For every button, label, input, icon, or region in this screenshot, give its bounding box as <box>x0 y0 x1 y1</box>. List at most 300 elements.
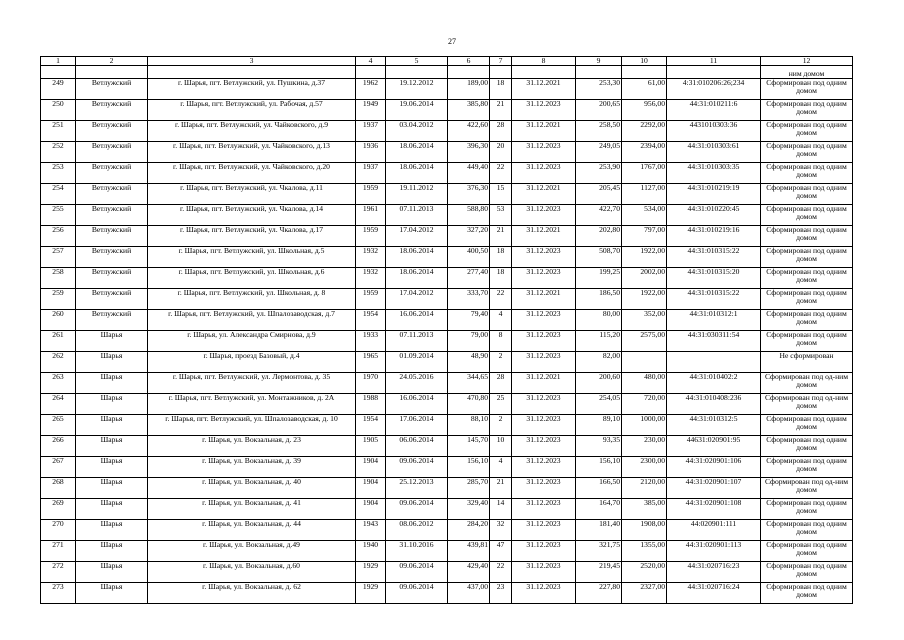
table-row <box>41 478 853 499</box>
date-cell: 19.12.2012 <box>386 79 448 100</box>
row-number-cell: 271 <box>41 541 76 562</box>
land-area-cell: 61,00 <box>622 79 667 100</box>
year-built-cell: 1970 <box>356 373 386 394</box>
table-row <box>41 121 853 142</box>
district-cell: Ветлужский <box>76 289 148 310</box>
continuation-cell <box>622 66 667 79</box>
residents-cell: 8 <box>490 331 512 352</box>
residents-cell: 53 <box>490 205 512 226</box>
land-area-cell: 2002,00 <box>622 268 667 289</box>
year-built-cell: 1933 <box>356 331 386 352</box>
land-area-cell: 534,00 <box>622 205 667 226</box>
table-row <box>41 541 853 562</box>
deadline-cell: 31.12.2023 <box>512 562 576 583</box>
land-area-cell: 1908,00 <box>622 520 667 541</box>
area-cell-2: 321,75 <box>576 541 622 562</box>
cadastral-number-cell: 44:31:010408:236 <box>667 394 761 415</box>
cadastral-number-cell: 44:31:020901:106 <box>667 457 761 478</box>
district-cell: Шарья <box>76 583 148 604</box>
row-number-cell: 269 <box>41 499 76 520</box>
address-cell: г. Шарья, пгт. Ветлужский, ул. Школьная, д.5 <box>148 247 356 268</box>
status-cell: Сформирован под од-ним домом <box>761 394 853 415</box>
year-built-cell: 1937 <box>356 163 386 184</box>
table-row <box>41 562 853 583</box>
cadastral-number-cell: 44:31:020716:23 <box>667 562 761 583</box>
row-number-cell: 273 <box>41 583 76 604</box>
area-cell: 333,70 <box>448 289 490 310</box>
area-cell-2: 164,70 <box>576 499 622 520</box>
area-cell-2: 205,45 <box>576 184 622 205</box>
row-number-cell: 272 <box>41 562 76 583</box>
deadline-cell: 31.12.2021 <box>512 79 576 100</box>
table-row <box>41 268 853 289</box>
continuation-cell <box>386 66 448 79</box>
status-cell: Сформирован под одним домом <box>761 205 853 226</box>
status-cell: Сформирован под одним домом <box>761 331 853 352</box>
status-cell: Сформирован под одним домом <box>761 499 853 520</box>
date-cell: 08.06.2012 <box>386 520 448 541</box>
residents-cell: 22 <box>490 289 512 310</box>
area-cell-2: 181,40 <box>576 520 622 541</box>
cadastral-number-cell: 44:31:020901:107 <box>667 478 761 499</box>
deadline-cell: 31.12.2023 <box>512 247 576 268</box>
area-cell: 79,00 <box>448 331 490 352</box>
residents-cell: 18 <box>490 268 512 289</box>
status-cell: Сформирован под одним домом <box>761 226 853 247</box>
date-cell: 18.06.2014 <box>386 163 448 184</box>
district-cell: Ветлужский <box>76 163 148 184</box>
area-cell: 284,20 <box>448 520 490 541</box>
row-number-cell: 270 <box>41 520 76 541</box>
row-number-cell: 258 <box>41 268 76 289</box>
continuation-cell <box>448 66 490 79</box>
status-cell: Сформирован под одним домом <box>761 541 853 562</box>
deadline-cell: 31.12.2023 <box>512 499 576 520</box>
land-area-cell: 2327,00 <box>622 583 667 604</box>
continuation-cell <box>576 66 622 79</box>
year-built-cell: 1954 <box>356 310 386 331</box>
address-cell: г. Шарья, пгт. Ветлужский, ул. Монтажников, д. 2А <box>148 394 356 415</box>
table-body <box>41 66 853 604</box>
area-cell-2: 219,45 <box>576 562 622 583</box>
district-cell: Шарья <box>76 436 148 457</box>
column-header-2: 2 <box>76 57 148 66</box>
land-area-cell: 2300,00 <box>622 457 667 478</box>
cadastral-number-cell: 44:31:020901:108 <box>667 499 761 520</box>
row-number-cell: 266 <box>41 436 76 457</box>
deadline-cell: 31.12.2023 <box>512 205 576 226</box>
column-header-4: 4 <box>356 57 386 66</box>
residents-cell: 21 <box>490 478 512 499</box>
row-number-cell: 253 <box>41 163 76 184</box>
area-cell-2: 249,05 <box>576 142 622 163</box>
status-cell: Сформирован под одним домом <box>761 268 853 289</box>
deadline-cell: 31.12.2023 <box>512 310 576 331</box>
deadline-cell: 31.12.2023 <box>512 478 576 499</box>
table-row <box>41 583 853 604</box>
deadline-cell: 31.12.2021 <box>512 226 576 247</box>
residents-cell: 47 <box>490 541 512 562</box>
year-built-cell: 1932 <box>356 247 386 268</box>
cadastral-number-cell: 44:31:010303:35 <box>667 163 761 184</box>
address-cell: г. Шарья, пгт. Ветлужский, ул. Лермонтова, д. 35 <box>148 373 356 394</box>
cadastral-number-cell: 4:31:010206:26;234 <box>667 79 761 100</box>
deadline-cell: 31.12.2023 <box>512 142 576 163</box>
continuation-cell <box>512 66 576 79</box>
district-cell: Шарья <box>76 499 148 520</box>
address-cell: г. Шарья, пгт. Ветлужский, ул. Шпалозаводская, д.7 <box>148 310 356 331</box>
land-area-cell: 1922,00 <box>622 289 667 310</box>
column-header-7: 7 <box>490 57 512 66</box>
area-cell: 277,40 <box>448 268 490 289</box>
area-cell: 189,00 <box>448 79 490 100</box>
cadastral-number-cell: 44631:020901:95 <box>667 436 761 457</box>
year-built-cell: 1959 <box>356 289 386 310</box>
row-number-cell: 259 <box>41 289 76 310</box>
year-built-cell: 1936 <box>356 142 386 163</box>
district-cell: Ветлужский <box>76 184 148 205</box>
district-cell: Шарья <box>76 373 148 394</box>
date-cell: 09.06.2014 <box>386 499 448 520</box>
status-cell: Сформирован под одним домом <box>761 520 853 541</box>
address-cell: г. Шарья, ул. Александра Смирнова, д.9 <box>148 331 356 352</box>
column-header-10: 10 <box>622 57 667 66</box>
land-area-cell: 230,00 <box>622 436 667 457</box>
land-area-cell: 956,00 <box>622 100 667 121</box>
housing-register-table <box>40 56 853 604</box>
date-cell: 18.06.2014 <box>386 268 448 289</box>
residents-cell: 20 <box>490 142 512 163</box>
status-cell: Не сформирован <box>761 352 853 373</box>
row-number-cell: 249 <box>41 79 76 100</box>
row-number-cell: 256 <box>41 226 76 247</box>
address-cell: г. Шарья, ул. Вокзальная, д. 44 <box>148 520 356 541</box>
table-row <box>41 289 853 310</box>
row-number-cell: 264 <box>41 394 76 415</box>
row-number-cell: 250 <box>41 100 76 121</box>
cadastral-number-cell: 44:31:010219:19 <box>667 184 761 205</box>
date-cell: 24.05.2016 <box>386 373 448 394</box>
continuation-cell <box>356 66 386 79</box>
area-cell-2: 199,25 <box>576 268 622 289</box>
status-cell: Сформирован под одним домом <box>761 562 853 583</box>
continuation-row <box>41 66 853 79</box>
address-cell: г. Шарья, пгт. Ветлужский, ул. Чайковского, д.13 <box>148 142 356 163</box>
deadline-cell: 31.12.2023 <box>512 352 576 373</box>
address-cell: г. Шарья, пгт. Ветлужский, ул. Школьная, д.6 <box>148 268 356 289</box>
cadastral-number-cell: 44:31:010315:22 <box>667 289 761 310</box>
cadastral-number-cell: 44:31:010402:2 <box>667 373 761 394</box>
deadline-cell: 31.12.2021 <box>512 289 576 310</box>
date-cell: 06.06.2014 <box>386 436 448 457</box>
year-built-cell: 1940 <box>356 541 386 562</box>
deadline-cell: 31.12.2023 <box>512 394 576 415</box>
column-header-12: 12 <box>761 57 853 66</box>
table-row <box>41 79 853 100</box>
status-cell: Сформирован под одним домом <box>761 163 853 184</box>
column-header-5: 5 <box>386 57 448 66</box>
date-cell: 09.06.2014 <box>386 583 448 604</box>
district-cell: Ветлужский <box>76 79 148 100</box>
area-cell: 156,10 <box>448 457 490 478</box>
status-cell: Сформирован под одним домом <box>761 184 853 205</box>
area-cell: 376,30 <box>448 184 490 205</box>
district-cell: Шарья <box>76 541 148 562</box>
deadline-cell: 31.12.2023 <box>512 541 576 562</box>
deadline-cell: 31.12.2023 <box>512 457 576 478</box>
area-cell-2: 253,90 <box>576 163 622 184</box>
area-cell: 470,80 <box>448 394 490 415</box>
area-cell: 344,65 <box>448 373 490 394</box>
table-row <box>41 247 853 268</box>
cadastral-number-cell: 44:31:010303:61 <box>667 142 761 163</box>
deadline-cell: 31.12.2023 <box>512 268 576 289</box>
area-cell: 285,70 <box>448 478 490 499</box>
area-cell: 327,20 <box>448 226 490 247</box>
status-cell: Сформирован под одним домом <box>761 79 853 100</box>
address-cell: г. Шарья, пгт. Ветлужский, ул. Шпалозаводская, д. 10 <box>148 415 356 436</box>
district-cell: Шарья <box>76 394 148 415</box>
area-cell-2: 156,10 <box>576 457 622 478</box>
year-built-cell: 1943 <box>356 520 386 541</box>
district-cell: Шарья <box>76 478 148 499</box>
status-cell: Сформирован под од-ним домом <box>761 478 853 499</box>
address-cell: г. Шарья, пгт. Ветлужский, ул. Чайковского, д.9 <box>148 121 356 142</box>
address-cell: г. Шарья, ул. Вокзальная, д.49 <box>148 541 356 562</box>
land-area-cell: 797,00 <box>622 226 667 247</box>
address-cell: г. Шарья, пгт. Ветлужский, ул. Чкалова, д.17 <box>148 226 356 247</box>
table-row <box>41 394 853 415</box>
cadastral-number-cell <box>667 352 761 373</box>
area-cell: 400,50 <box>448 247 490 268</box>
status-cell: Сформирован под одним домом <box>761 583 853 604</box>
land-area-cell: 480,00 <box>622 373 667 394</box>
land-area-cell: 385,00 <box>622 499 667 520</box>
status-cell: Сформирован под одним домом <box>761 100 853 121</box>
area-cell-2: 80,00 <box>576 310 622 331</box>
address-cell: г. Шарья, пгт. Ветлужский, ул. Пушкина, д.37 <box>148 79 356 100</box>
residents-cell: 25 <box>490 394 512 415</box>
deadline-cell: 31.12.2023 <box>512 100 576 121</box>
date-cell: 01.09.2014 <box>386 352 448 373</box>
row-number-cell: 254 <box>41 184 76 205</box>
area-cell: 145,70 <box>448 436 490 457</box>
area-cell: 439,81 <box>448 541 490 562</box>
cadastral-number-cell: 44:31:030311:54 <box>667 331 761 352</box>
area-cell-2: 82,00 <box>576 352 622 373</box>
residents-cell: 15 <box>490 184 512 205</box>
area-cell-2: 186,50 <box>576 289 622 310</box>
table-row <box>41 100 853 121</box>
year-built-cell: 1962 <box>356 79 386 100</box>
year-built-cell: 1949 <box>356 100 386 121</box>
status-cell: Сформирован под одним домом <box>761 247 853 268</box>
district-cell: Шарья <box>76 520 148 541</box>
area-cell-2: 508,70 <box>576 247 622 268</box>
land-area-cell: 2520,00 <box>622 562 667 583</box>
district-cell: Ветлужский <box>76 205 148 226</box>
deadline-cell: 31.12.2023 <box>512 163 576 184</box>
date-cell: 31.10.2016 <box>386 541 448 562</box>
row-number-cell: 261 <box>41 331 76 352</box>
table-row <box>41 205 853 226</box>
continuation-cell <box>41 66 76 79</box>
row-number-cell: 265 <box>41 415 76 436</box>
cadastral-number-cell: 44:31:010315:20 <box>667 268 761 289</box>
land-area-cell: 2292,00 <box>622 121 667 142</box>
year-built-cell: 1929 <box>356 583 386 604</box>
area-cell: 329,40 <box>448 499 490 520</box>
area-cell-2: 200,65 <box>576 100 622 121</box>
cadastral-number-cell: 44:31:010312:1 <box>667 310 761 331</box>
continuation-cell <box>490 66 512 79</box>
address-cell: г. Шарья, ул. Вокзальная, д. 40 <box>148 478 356 499</box>
year-built-cell: 1959 <box>356 226 386 247</box>
land-area-cell: 720,00 <box>622 394 667 415</box>
date-cell: 09.06.2014 <box>386 562 448 583</box>
column-header-3: 3 <box>148 57 356 66</box>
status-cell: Сформирован под одним домом <box>761 289 853 310</box>
table-row <box>41 520 853 541</box>
year-built-cell: 1937 <box>356 121 386 142</box>
year-built-cell: 1904 <box>356 499 386 520</box>
deadline-cell: 31.12.2023 <box>512 520 576 541</box>
residents-cell: 22 <box>490 562 512 583</box>
deadline-cell: 31.12.2023 <box>512 415 576 436</box>
status-cell: Сформирован под одним домом <box>761 310 853 331</box>
date-cell: 03.04.2012 <box>386 121 448 142</box>
page-number: 27 <box>448 37 456 46</box>
column-header-1: 1 <box>41 57 76 66</box>
status-cell: Сформирован под одним домом <box>761 415 853 436</box>
cadastral-number-cell: 4431010303:36 <box>667 121 761 142</box>
district-cell: Шарья <box>76 562 148 583</box>
land-area-cell <box>622 352 667 373</box>
address-cell: г. Шарья, пгт. Ветлужский, ул. Чкалова, д.14 <box>148 205 356 226</box>
residents-cell: 28 <box>490 121 512 142</box>
date-cell: 16.06.2014 <box>386 394 448 415</box>
date-cell: 19.06.2014 <box>386 100 448 121</box>
residents-cell: 10 <box>490 436 512 457</box>
date-cell: 19.11.2012 <box>386 184 448 205</box>
area-cell-2: 93,35 <box>576 436 622 457</box>
table-row <box>41 436 853 457</box>
deadline-cell: 31.12.2023 <box>512 331 576 352</box>
address-cell: г. Шарья, пгт. Ветлужский, ул. Школьная, д. 8 <box>148 289 356 310</box>
table-row <box>41 457 853 478</box>
address-cell: г. Шарья, ул. Вокзальная, д. 41 <box>148 499 356 520</box>
date-cell: 07.11.2013 <box>386 331 448 352</box>
column-header-9: 9 <box>576 57 622 66</box>
status-cell: Сформирован под одним домом <box>761 436 853 457</box>
area-cell: 88,10 <box>448 415 490 436</box>
row-number-cell: 263 <box>41 373 76 394</box>
district-cell: Ветлужский <box>76 121 148 142</box>
area-cell: 396,30 <box>448 142 490 163</box>
address-cell: г. Шарья, пгт. Ветлужский, ул. Рабочая, д.57 <box>148 100 356 121</box>
area-cell-2: 166,50 <box>576 478 622 499</box>
district-cell: Шарья <box>76 457 148 478</box>
area-cell: 588,80 <box>448 205 490 226</box>
residents-cell: 14 <box>490 499 512 520</box>
land-area-cell: 1127,00 <box>622 184 667 205</box>
date-cell: 09.06.2014 <box>386 457 448 478</box>
date-cell: 17.04.2012 <box>386 289 448 310</box>
year-built-cell: 1905 <box>356 436 386 457</box>
deadline-cell: 31.12.2023 <box>512 436 576 457</box>
table-row <box>41 184 853 205</box>
year-built-cell: 1904 <box>356 478 386 499</box>
continuation-status-cell: ним домом <box>761 66 853 79</box>
area-cell-2: 258,50 <box>576 121 622 142</box>
address-cell: г. Шарья, ул. Вокзальная, д.60 <box>148 562 356 583</box>
district-cell: Ветлужский <box>76 100 148 121</box>
residents-cell: 22 <box>490 163 512 184</box>
year-built-cell: 1932 <box>356 268 386 289</box>
column-header-6: 6 <box>448 57 490 66</box>
district-cell: Ветлужский <box>76 268 148 289</box>
date-cell: 17.04.2012 <box>386 226 448 247</box>
year-built-cell: 1961 <box>356 205 386 226</box>
status-cell: Сформирован под одним домом <box>761 121 853 142</box>
date-cell: 17.06.2014 <box>386 415 448 436</box>
table-row <box>41 499 853 520</box>
row-number-cell: 268 <box>41 478 76 499</box>
table-row <box>41 352 853 373</box>
land-area-cell: 1355,00 <box>622 541 667 562</box>
area-cell: 48,90 <box>448 352 490 373</box>
district-cell: Ветлужский <box>76 142 148 163</box>
area-cell-2: 115,20 <box>576 331 622 352</box>
area-cell-2: 227,80 <box>576 583 622 604</box>
district-cell: Ветлужский <box>76 226 148 247</box>
residents-cell: 4 <box>490 310 512 331</box>
continuation-cell <box>667 66 761 79</box>
cadastral-number-cell: 44:31:010211:6 <box>667 100 761 121</box>
address-cell: г. Шарья, ул. Вокзальная, д. 39 <box>148 457 356 478</box>
district-cell: Шарья <box>76 331 148 352</box>
deadline-cell: 31.12.2021 <box>512 373 576 394</box>
area-cell: 429,40 <box>448 562 490 583</box>
table-row <box>41 415 853 436</box>
year-built-cell: 1988 <box>356 394 386 415</box>
land-area-cell: 2120,00 <box>622 478 667 499</box>
row-number-cell: 252 <box>41 142 76 163</box>
deadline-cell: 31.12.2023 <box>512 583 576 604</box>
area-cell-2: 89,10 <box>576 415 622 436</box>
cadastral-number-cell: 44:020901:111 <box>667 520 761 541</box>
date-cell: 18.06.2014 <box>386 142 448 163</box>
continuation-cell <box>148 66 356 79</box>
area-cell: 422,60 <box>448 121 490 142</box>
status-cell: Сформирован под одним домом <box>761 142 853 163</box>
address-cell: г. Шарья, проезд Базовый, д.4 <box>148 352 356 373</box>
residents-cell: 4 <box>490 457 512 478</box>
area-cell: 437,00 <box>448 583 490 604</box>
area-cell-2: 200,60 <box>576 373 622 394</box>
table-row <box>41 142 853 163</box>
cadastral-number-cell: 44:31:020716:24 <box>667 583 761 604</box>
residents-cell: 23 <box>490 583 512 604</box>
column-header-11: 11 <box>667 57 761 66</box>
table-row <box>41 310 853 331</box>
table-row <box>41 373 853 394</box>
date-cell: 16.06.2014 <box>386 310 448 331</box>
land-area-cell: 2575,00 <box>622 331 667 352</box>
residents-cell: 2 <box>490 415 512 436</box>
table-row <box>41 163 853 184</box>
district-cell: Ветлужский <box>76 310 148 331</box>
